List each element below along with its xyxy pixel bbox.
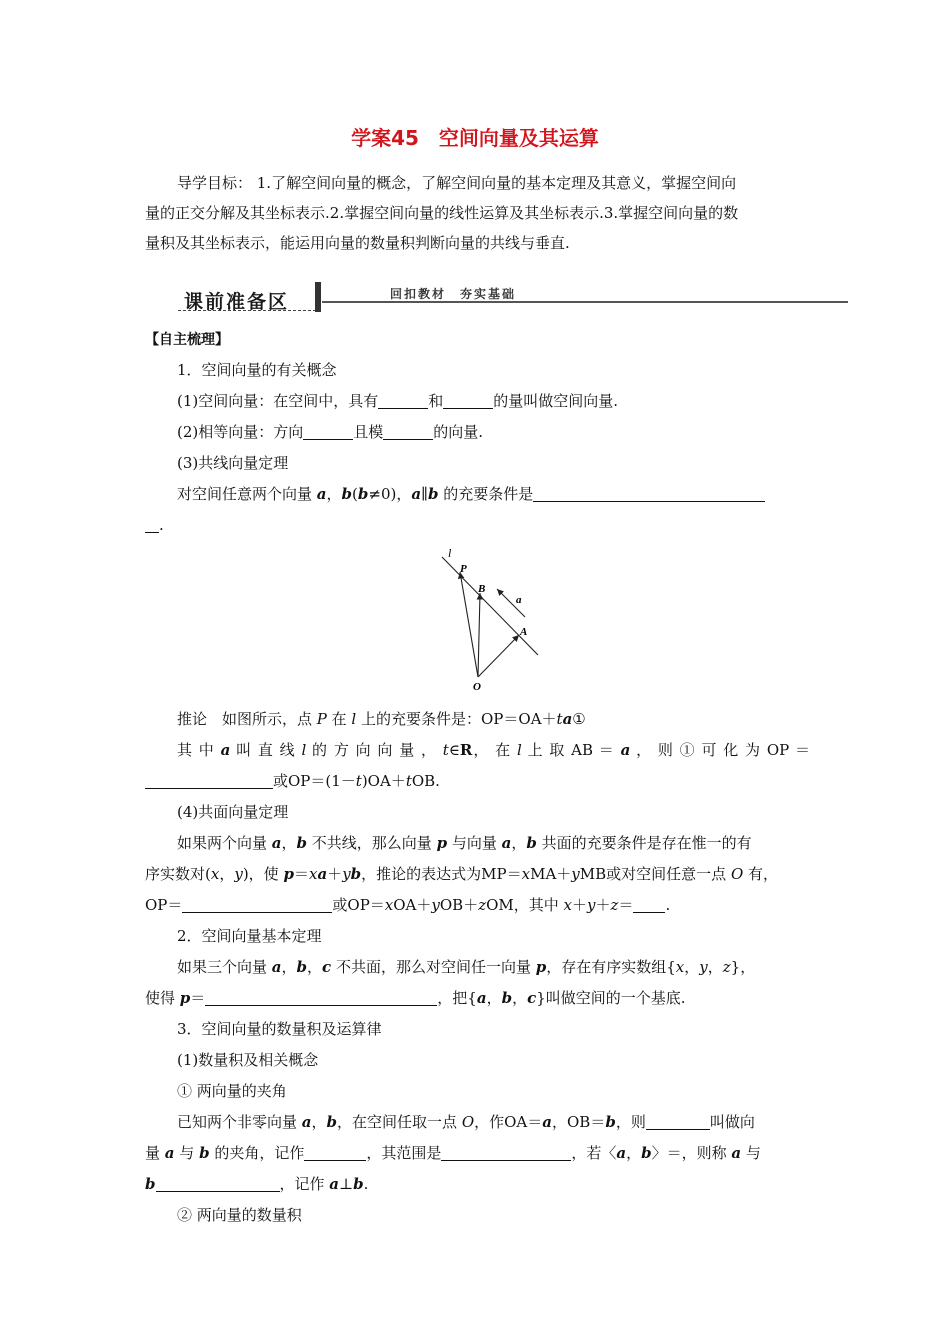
label-b: B — [478, 583, 486, 595]
banner-subtitle: 回扣教材 夯实基础 — [390, 287, 517, 301]
basis-line-1: 如果三个向量 a，b，c 不共面，那么对空间任一向量 p，存在有序实数组{x，y，z}， — [177, 958, 756, 976]
vector-op — [460, 572, 478, 677]
blank — [443, 392, 493, 409]
item-3-heading: 3．空间向量的数量积及运算律 — [177, 1020, 382, 1038]
goals-line-3: 量积及其坐标表示，能运用向量的数量积判断向量的共线与垂直. — [145, 234, 570, 252]
page-title: 学案45 空间向量及其运算 — [351, 126, 599, 150]
vector-oa — [478, 635, 519, 677]
label-a-vector: a — [516, 594, 522, 606]
item-1-4: (4)共面向量定理 — [177, 803, 289, 821]
item-1-2: (2)相等向量：方向 且模 的向量. — [177, 423, 484, 441]
angle-line-2: 量 a 与 b 的夹角，记作 ，其范围是 ，若〈a，b〉＝，则称 a 与 — [145, 1144, 761, 1162]
item-2-heading: 2．空间向量基本定理 — [177, 927, 322, 945]
basis-line-2: 使得 p＝ ，把{a，b，c}叫做空间的一个基底. — [145, 989, 686, 1007]
item-1-heading: 1．空间向量的有关概念 — [177, 361, 337, 379]
blank — [156, 1175, 280, 1192]
blank — [383, 423, 433, 440]
line-l — [442, 557, 538, 655]
banner-title: 课前准备区 — [184, 291, 290, 313]
item-3-1: (1)数量积及相关概念 — [177, 1051, 319, 1069]
blank — [378, 392, 428, 409]
banner-divider-bar — [315, 282, 321, 312]
line-vector-figure — [400, 545, 560, 695]
blank — [145, 516, 159, 533]
section-heading: 【自主梳理】 — [145, 332, 229, 348]
vector-ob — [478, 593, 480, 677]
label-a-point: A — [520, 626, 528, 638]
banner-title-box — [178, 284, 316, 311]
section-banner — [178, 282, 848, 314]
blank — [182, 896, 332, 913]
blank — [303, 423, 353, 440]
label-o: O — [473, 681, 481, 693]
blank — [205, 989, 437, 1006]
corollary: 推论 如图所示，点 P 在 l 上的充要条件是：OP＝OA＋ta① — [177, 710, 586, 728]
collinear-theorem: 对空间任意两个向量 a，b(b≠0)，a∥b 的充要条件是 — [177, 484, 810, 504]
collinear-theorem-cont: . — [145, 515, 810, 535]
blank — [533, 485, 765, 502]
goals-line-2: 量的正交分解及其坐标表示.2.掌握空间向量的线性运算及其坐标表示.3.掌握空间向量的数 — [145, 204, 739, 222]
coplanar-line-3: OP＝ 或OP＝xOA＋yOB＋zOM，其中 x＋y＋z＝ . — [145, 896, 671, 914]
item-3-1-1: ① 两向量的夹角 — [177, 1082, 287, 1100]
corollary-where-cont: 或OP＝(1－t)OA＋tOB. — [145, 771, 810, 791]
blank — [145, 772, 273, 789]
label-l: l — [448, 546, 452, 560]
item-1-3: (3)共线向量定理 — [177, 454, 289, 472]
blank — [441, 1144, 571, 1161]
blank — [646, 1113, 710, 1130]
blank — [633, 896, 665, 913]
item-3-1-2: ② 两向量的数量积 — [177, 1206, 302, 1224]
blank — [304, 1144, 366, 1161]
angle-line-1: 已知两个非零向量 a，b，在空间任取一点 O，作OA＝a，OB＝b，则 叫做向 — [177, 1113, 755, 1131]
item-1-1: (1)空间向量：在空间中，具有 和 的量叫做空间向量. — [177, 392, 619, 410]
corollary-where: 其 中 a 叫 直 线 l 的 方 向 向 量 ， t∈R， 在 l 上 取 AB ＝ a ， 则 ① 可 化 为 OP ＝ — [177, 741, 810, 759]
goals-line-1: 导学目标： 1.了解空间向量的概念，了解空间向量的基本定理及其意义，掌握空间向 — [177, 174, 737, 192]
angle-line-3: b ，记作 a⊥b. — [145, 1175, 369, 1193]
coplanar-line-2: 序实数对(x，y)，使 p＝xa＋yb，推论的表达式为MP＝xMA＋yMB或对空间任意一点 O 有， — [145, 865, 779, 883]
coplanar-line-1: 如果两个向量 a，b 不共线，那么向量 p 与向量 a，b 共面的充要条件是存在惟一的有 — [177, 834, 752, 852]
label-p: P — [460, 563, 467, 575]
